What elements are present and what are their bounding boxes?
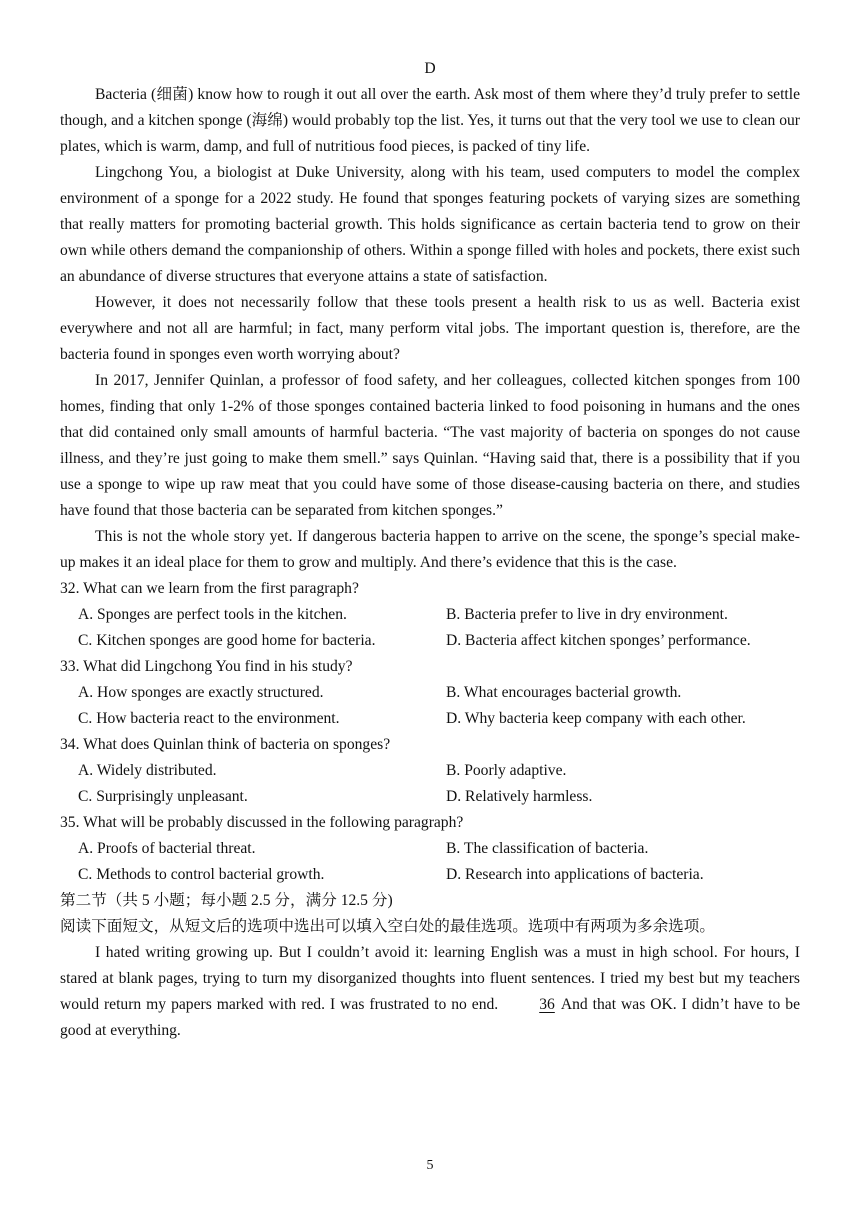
option-list (60, 680, 800, 732)
option-d: D. Relatively harmless. (446, 788, 593, 805)
question-stem: 35. What will be probably discussed in the following paragraph? (60, 814, 464, 831)
passage-paragraph-3: However, it does not necessarily follow that these tools present a health risk to us as well. Bacteria exist everywhere and not all are harmful; in fact, many perform vital jobs. The important question is, therefore, are the bacteria found in sponges even worth worrying about? (60, 294, 800, 363)
option-c: C. Surprisingly unpleasant. (78, 788, 248, 805)
question-35 (60, 810, 800, 888)
question-stem: 33. What did Lingchong You find in his study? (60, 658, 353, 675)
page-number: 5 (426, 1158, 434, 1173)
option-c: C. Methods to control bacterial growth. (78, 866, 325, 883)
passage-text-before-blank: I hated writing growing up. But I couldn’t avoid it: learning English was a must in high school. For hours, I stared at blank pages, trying to turn my disorganized thoughts into fluent sentences. I tried my best but my teachers would return my papers marked with red. I was frustrated to no end. (60, 944, 800, 1013)
option-list (60, 602, 800, 654)
question-32 (60, 576, 800, 654)
section2-passage (60, 940, 800, 1044)
section-letter: D (424, 60, 436, 77)
question-stem: 34. What does Quinlan think of bacteria on sponges? (60, 736, 391, 753)
option-c: C. How bacteria react to the environment. (78, 710, 340, 727)
option-a: A. Widely distributed. (78, 762, 217, 779)
option-a: A. Sponges are perfect tools in the kitchen. (78, 606, 347, 623)
option-d: D. Why bacteria keep company with each other. (446, 710, 746, 727)
option-a: A. Proofs of bacterial threat. (78, 840, 256, 857)
passage-paragraph-5: This is not the whole story yet. If dangerous bacteria happen to arrive on the scene, the sponge’s special make-up makes it an ideal place for them to grow and multiply. And there’s evidence that this is the case. (60, 528, 800, 571)
option-b: B. Bacteria prefer to live in dry environment. (446, 606, 728, 623)
option-a: A. How sponges are exactly structured. (78, 684, 324, 701)
blank-36: 36 (539, 996, 555, 1013)
question-stem: 32. What can we learn from the first paragraph? (60, 580, 359, 597)
option-b: B. Poorly adaptive. (446, 762, 567, 779)
option-d: D. Bacteria affect kitchen sponges’ performance. (446, 632, 751, 649)
passage-paragraph-4: In 2017, Jennifer Quinlan, a professor of food safety, and her colleagues, collected kitchen sponges from 100 homes, finding that only 1-2% of those sponges contained bacteria linked to food poisoning in humans and the ones that did contained only small amounts of harmful bacteria. “The vast majority of bacteria on sponges do not cause illness, and they’re just going to make them smell.” says Quinlan. “Having said that, there is a possibility that if you use a sponge to wipe up raw meat that you could have some of those disease-causing bacteria on there, and studies have found that those bacteria can be separated from kitchen sponges.” (60, 372, 800, 519)
passage-text-after-blank: And that was OK. I didn’t have to be good at everything. (60, 996, 800, 1039)
option-d: D. Research into applications of bacteria. (446, 866, 704, 883)
option-b: B. The classification of bacteria. (446, 840, 649, 857)
option-list (60, 758, 800, 810)
section2-heading: 第二节（共 5 小题；每小题 2.5 分，满分 12.5 分) (60, 892, 393, 909)
option-list (60, 836, 800, 888)
passage-paragraph-2: Lingchong You, a biologist at Duke University, along with his team, used computers to model the complex environment of a sponge for a 2022 study. He found that sponges featuring pockets of varying sizes are something that really matters for promoting bacterial growth. This holds significance as certain bacteria tend to grow on their own while others demand the companionship of others. Within a sponge filled with holes and pockets, there exist such an abundance of diverse structures that everyone attains a state of satisfaction. (60, 164, 800, 285)
option-b: B. What encourages bacterial growth. (446, 684, 682, 701)
page-body (60, 82, 800, 1044)
question-34 (60, 732, 800, 810)
passage-paragraph-1: Bacteria (细菌) know how to rough it out all over the earth. Ask most of them where they’d truly prefer to settle though, and a kitchen sponge (海绵) would probably top the list. Yes, it turns out that the very tool we use to clean our plates, which is warm, damp, and full of nutritious food pieces, is packed of tiny life. (60, 86, 800, 155)
option-c: C. Kitchen sponges are good home for bacteria. (78, 632, 376, 649)
question-33 (60, 654, 800, 732)
section2-instructions: 阅读下面短文，从短文后的选项中选出可以填入空白处的最佳选项。选项中有两项为多余选项。 (60, 918, 715, 935)
